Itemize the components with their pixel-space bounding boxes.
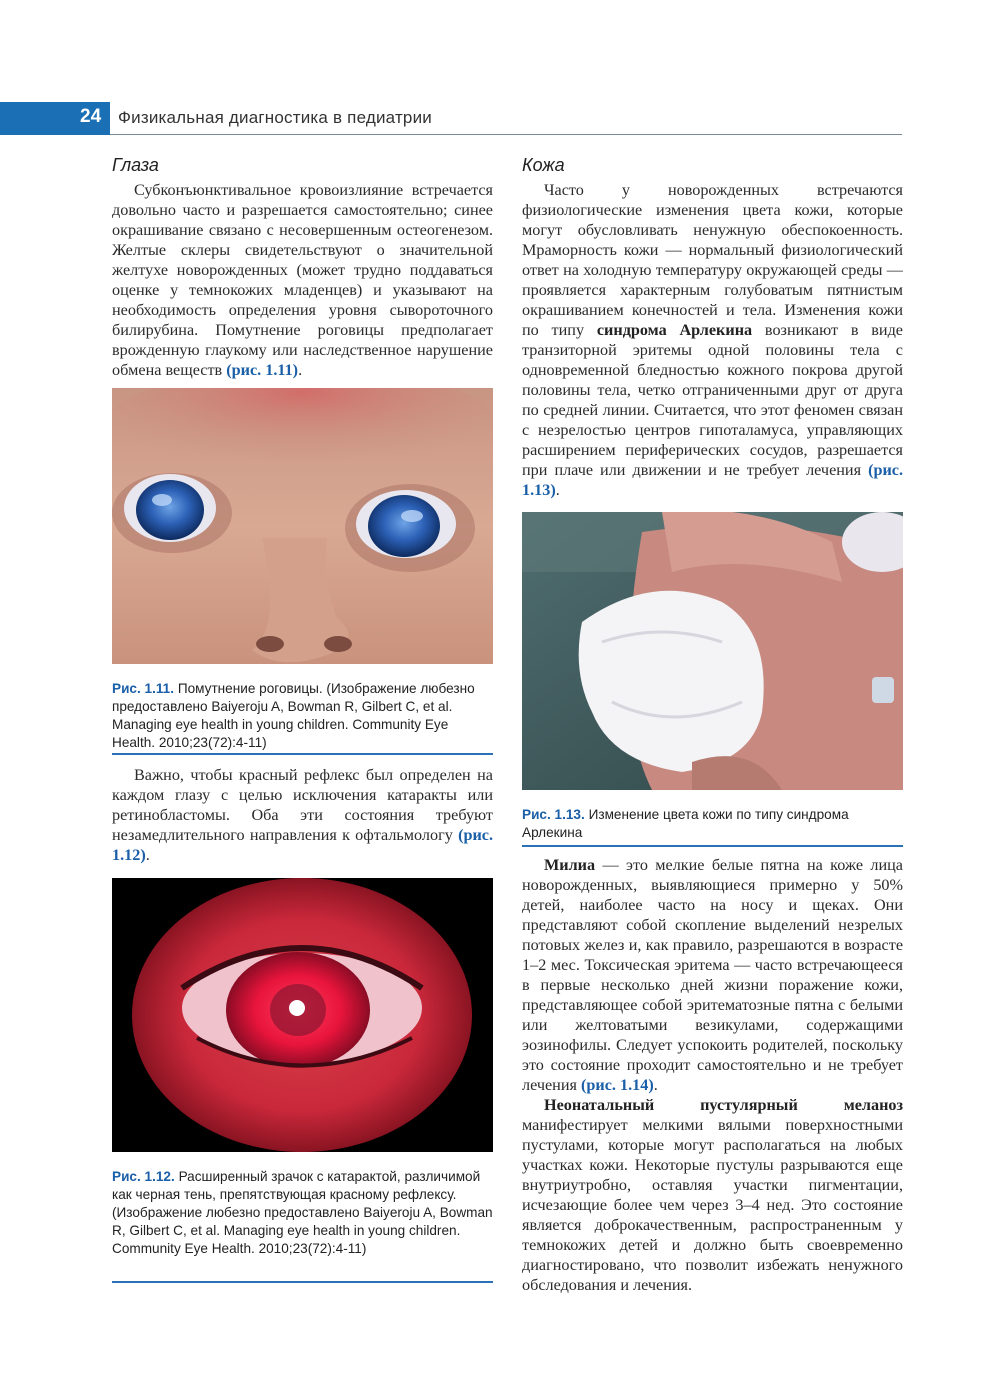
term-harlequin: синдрома Арлекина: [596, 321, 753, 339]
header-rule: [110, 134, 902, 135]
right-column-text-bottom: [522, 855, 903, 1295]
paragraph-eyes-2: Важно, чтобы красный рефлекс был определен на каждом глазу с целью исключения катаракты или ретинобластомы. Оба эти состояния требуют незамедлительного направления к офтальмологу (рис. 1.12).: [112, 766, 494, 864]
paragraph-skin-1: Часто у новорожденных встречаются физиологические изменения цвета кожи, которые могут обусловливать ненужную обеспокоенность. Мраморность кожи — нормальный физиологический ответ на холодную температуру окружающей среды — проявляется характерным голубоватым пятнистым окрашиванием конечностей и тела. Изменения кожи по типу синдрома Арлекина возникают в виде транзиторной эритемы одной половины тела с одновременной бледностью кожного покрова другой половины тела, четко отграниченными друг от друга по средней линии. Считается, что этот феномен связан с незрелостью центров гипоталамуса, управляющих расширением периферических сосудов, разрешается при плаче или движении и не требует лечения (рис. 1.13).: [522, 181, 904, 499]
figure-1-13-caption: Рис. 1.13. Изменение цвета кожи по типу синдрома Арлекина: [522, 807, 849, 840]
right-column-text-top: [522, 155, 903, 500]
paragraph-melanosis: Неонатальный пустулярный меланоз манифестирует мелкими вялыми поверхностными пустулами, которые могут располагаться на любых участках кожи. Некоторые пустулы разрываются еще внутриутробно, оставляя участки пигментации, исчезающие более чем через 3–4 нед. Это состояние является доброкачественным, распространенным у темнокожих детей и должно быть своевременно диагностировано, что позволит избежать ненужного обследования и лечения.: [522, 1096, 903, 1294]
page-number: 24: [80, 106, 102, 127]
running-title: Физикальная диагностика в педиатрии: [118, 108, 432, 127]
figure-label-1-11: Рис. 1.11.: [112, 681, 175, 696]
paragraph-milia: Милиа — это мелкие белые пятна на коже лица новорожденных, выявляющиеся примерно у 50% детей, наиболее часто на носу и щеках. Они представляют собой скопление выделений незрелых потовых желез и, как правило, разрешаются в возрасте 1–2 мес. Токсическая эритема — часто встречающееся в первые несколько дней жизни поражение кожи, представляющее собой эритематозные пятна с белыми или желтоватыми везикулами, содержащими эозинофилы. Следует успокоить родителей, поскольку это состояние проходит самостоятельно и не требует лечения (рис. 1.14).: [522, 856, 903, 1094]
term-neonatal-pustular-melanosis: Неонатальный пустулярный меланоз: [544, 1096, 903, 1114]
caption-rule-1-13: [522, 845, 903, 847]
paragraph-eyes-1: Субконъюнктивальное кровоизлияние встречается довольно часто и разрешается самостоятельно; синее окрашивание связано с несовершенным остеогенезом. Желтые склеры свидетельствуют о значительной желтухе новорожденных (может трудно поддаваться оценке у темнокожих младенцев) и указывают на необходимость определения уровня сывороточного билирубина. Помутнение роговицы предполагает врожденную глаукому или наследственное нарушение обмена веществ (рис. 1.11).: [112, 181, 493, 379]
figure-1-11-caption: Рис. 1.11. Помутнение роговицы. (Изображение любезно предоставлено Baiyeroju A, Bowman R, Gilbert C, et al. Managing eye health in young children. Community Eye Health. 2010;23(72):4-11): [112, 681, 475, 750]
figure-ref-1-13[interactable]: (рис. 1.13): [522, 461, 904, 499]
figure-1-12-caption: Рис. 1.12. Расширенный зрачок с катарактой, различимой как черная тень, препятствующая красному рефлексу. (Изображение любезно предоставлено Baiyeroju A, Bowman R, Gilbert C, et al. Managing eye health in young children. Community Eye Health. 2010;23(72):4-11): [112, 1169, 493, 1256]
figure-label-1-12: Рис. 1.12.: [112, 1169, 175, 1184]
figure-ref-1-11[interactable]: (рис. 1.11): [226, 361, 299, 379]
figure-ref-1-14[interactable]: (рис. 1.14): [581, 1076, 654, 1094]
section-title-skin: Кожа: [522, 155, 565, 175]
figure-1-13-photo: [522, 512, 903, 790]
left-column-text-middle: [112, 765, 493, 865]
figure-label-1-13: Рис. 1.13.: [522, 807, 585, 822]
term-milia: Милиа: [544, 856, 596, 874]
section-title-eyes: Глаза: [112, 155, 159, 175]
figure-ref-1-12[interactable]: (рис. 1.12): [112, 826, 494, 864]
caption-rule-1-11: [112, 753, 493, 755]
caption-rule-1-12: [112, 1281, 493, 1283]
figure-1-12-photo: [112, 878, 493, 1152]
left-column-text-top: [112, 155, 493, 380]
figure-1-11-photo: [112, 388, 493, 664]
